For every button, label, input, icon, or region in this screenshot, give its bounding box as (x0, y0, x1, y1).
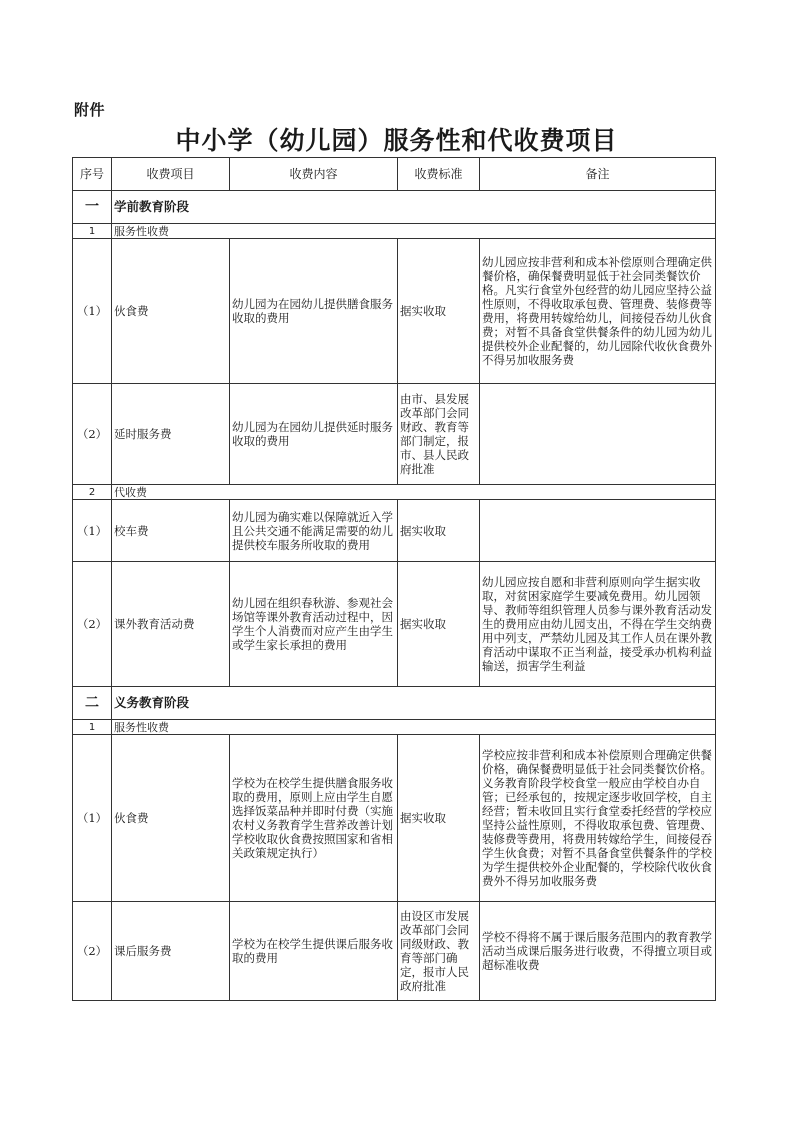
item-remark (480, 384, 716, 485)
table-row (73, 500, 716, 562)
section-no: 一 (73, 191, 112, 224)
table-row (73, 735, 716, 902)
document-title: 中小学（幼儿园）服务性和代收费项目 (175, 126, 618, 155)
group-row (73, 485, 716, 500)
item-standard: 由设区市发展改革部门会同同级财政、教育等部门确定，报市人民政府批准 (398, 902, 480, 1001)
section-no: 二 (73, 687, 112, 720)
item-standard: 据实收取 (398, 735, 480, 902)
item-no: （1） (73, 735, 112, 902)
header-standard: 收费标准 (398, 158, 480, 191)
item-no: （1） (73, 239, 112, 384)
item-name: 伙食费 (112, 735, 230, 902)
group-no: 1 (73, 720, 112, 735)
fee-items-table (72, 157, 716, 1001)
item-remark: 学校应按非营利和成本补偿原则合理确定供餐价格，确保餐费明显低于社会同类餐饮价格。义务教育阶段学校食堂一般应由学校自办自管；已经承包的，按规定逐步收回学校，自主经营；暂未收回且实行食堂委托经营的学校应坚持公益性原则，不得收取承包费、管理费、装修费等费用，将费用转嫁给学生，间接侵吞学生伙食费；对暂不具备食堂供餐条件的学校为学生提供校外企业配餐的，学校除代收伙食费外不得另加收服务费 (480, 735, 716, 902)
item-content: 幼儿园在组织春秋游、参观社会场馆等课外教育活动过程中，因学生个人消费而对应产生由学生或学生家长承担的费用 (230, 562, 398, 687)
item-remark: 幼儿园应按自愿和非营利原则向学生据实收取，对贫困家庭学生要减免费用。幼儿园领导、教师等组织管理人员参与课外教育活动发生的费用应由幼儿园支出，不得在学生交纳费用中列支，严禁幼儿园及其工作人员在课外教育活动中谋取不正当利益，接受承办机构利益输送，损害学生利益 (480, 562, 716, 687)
group-row (73, 720, 716, 735)
group-name: 服务性收费 (112, 720, 716, 735)
item-standard: 据实收取 (398, 562, 480, 687)
table-row (73, 239, 716, 384)
item-standard: 据实收取 (398, 500, 480, 562)
group-row (73, 224, 716, 239)
section-row (73, 191, 716, 224)
section-name: 义务教育阶段 (112, 687, 716, 720)
group-no: 1 (73, 224, 112, 239)
item-content: 学校为在校学生提供课后服务收取的费用 (230, 902, 398, 1001)
table-row (73, 562, 716, 687)
item-name: 课外教育活动费 (112, 562, 230, 687)
item-name: 校车费 (112, 500, 230, 562)
table-header-row (73, 158, 716, 191)
item-name: 延时服务费 (112, 384, 230, 485)
item-content: 学校为在校学生提供膳食服务收取的费用，原则上应由学生自愿选择饭菜品种并即时付费（实施农村义务教育学生营养改善计划学校收取伙食费按照国家和省相关政策规定执行） (230, 735, 398, 902)
item-standard: 据实收取 (398, 239, 480, 384)
group-name: 代收费 (112, 485, 716, 500)
item-no: （2） (73, 384, 112, 485)
item-no: （2） (73, 902, 112, 1001)
header-item: 收费项目 (112, 158, 230, 191)
group-no: 2 (73, 485, 112, 500)
item-no: （1） (73, 500, 112, 562)
item-content: 幼儿园为在园幼儿提供延时服务收取的费用 (230, 384, 398, 485)
item-remark (480, 500, 716, 562)
header-remark: 备注 (480, 158, 716, 191)
item-no: （2） (73, 562, 112, 687)
group-name: 服务性收费 (112, 224, 716, 239)
section-row (73, 687, 716, 720)
table-row (73, 384, 716, 485)
header-content: 收费内容 (230, 158, 398, 191)
item-name: 伙食费 (112, 239, 230, 384)
item-standard: 由市、县发展改革部门会同财政、教育等部门制定，报市、县人民政府批准 (398, 384, 480, 485)
header-no: 序号 (73, 158, 112, 191)
item-content: 幼儿园为确实难以保障就近入学且公共交通不能满足需要的幼儿提供校车服务所收取的费用 (230, 500, 398, 562)
attachment-label: 附件 (74, 101, 106, 119)
item-content: 幼儿园为在园幼儿提供膳食服务收取的费用 (230, 239, 398, 384)
item-remark: 幼儿园应按非营利和成本补偿原则合理确定供餐价格，确保餐费明显低于社会同类餐饮价格。凡实行食堂外包经营的幼儿园应坚持公益性原则，不得收取承包费、管理费、装修费等费用，将费用转嫁给幼儿，间接侵吞幼儿伙食费；对暂不具备食堂供餐条件的幼儿园为幼儿提供校外企业配餐的，幼儿园除代收伙食费外不得另加收服务费 (480, 239, 716, 384)
table-row (73, 902, 716, 1001)
item-remark: 学校不得将不属于课后服务范围内的教育教学活动当成课后服务进行收费，不得擅立项目或超标准收费 (480, 902, 716, 1001)
section-name: 学前教育阶段 (112, 191, 716, 224)
item-name: 课后服务费 (112, 902, 230, 1001)
